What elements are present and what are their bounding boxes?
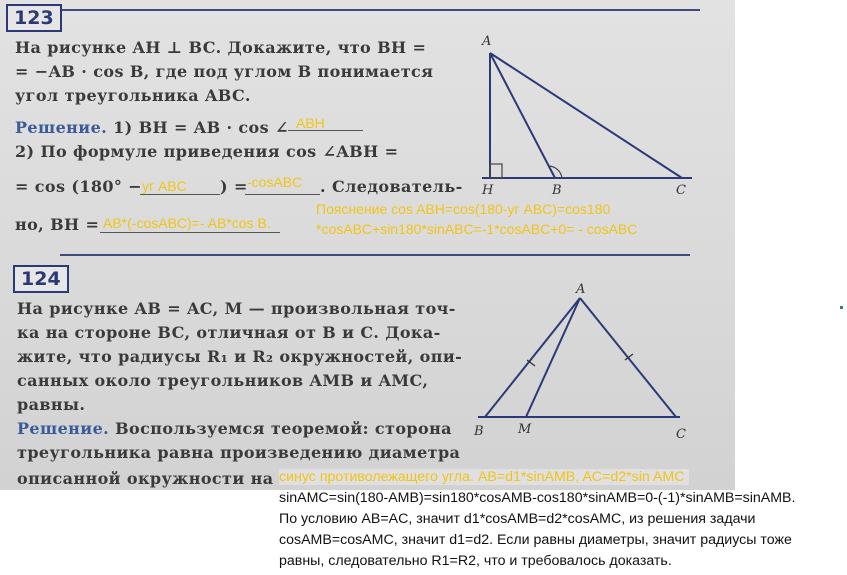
label-H: H	[482, 183, 494, 198]
p124-line8: описанной окружности на	[17, 469, 274, 488]
answer-line-2: sinAMC=sin(180-AMB)=sin180*cosAMB-cos180*sinAMB=0-(-1)*sinAMB=sinAMB.	[279, 490, 796, 506]
p123-fill-result: AB*(-cosABC)=- AB*cos B.	[103, 215, 271, 231]
answer-line-3: По условию AB=AC, значит d1*cosAMB=d2*cosAMC, из решения задачи	[279, 511, 756, 527]
problem-123-number: 123	[6, 4, 62, 32]
p123-line6c: . Следователь-	[320, 177, 463, 196]
p124-line4: санных около треугольников AMB и AMC,	[17, 371, 429, 390]
label-C: C	[676, 427, 686, 442]
p123-line6a: = cos (180° −	[15, 177, 143, 196]
mid-rule	[60, 254, 690, 256]
p123-line1: На рисунке AH ⊥ BC. Докажите, что BH =	[15, 38, 427, 57]
p123-line2: = −AB · cos B, где под углом B понимается	[15, 62, 434, 81]
top-rule	[60, 9, 700, 11]
p123-fill-cos: -cosABC	[247, 174, 303, 190]
p123-fill-angle: уг ABC	[142, 178, 187, 194]
p123-explain-2: *cosABC+sin180*sinABC=-1*cosABC+0= - cosABC	[316, 221, 638, 237]
p123-blank3	[245, 194, 320, 195]
answer-line-4: cosAMB=cosAMC, значит d1=d2. Если равны диаметры, значит радиусы тоже	[279, 532, 792, 548]
p124-line5: равны.	[17, 395, 86, 414]
p124-line2: ка на стороне BC, отличная от B и C. Дока-	[17, 323, 441, 342]
p123-fill-abh: ABH	[296, 115, 325, 131]
p123-solution-label: Решение.	[15, 118, 108, 137]
label-A: A	[482, 34, 492, 49]
triangle-figure-124	[468, 280, 698, 450]
problem-124-number: 124	[13, 265, 69, 293]
p124-line3: жите, что радиусы R₁ и R₂ окружностей, опи-	[17, 347, 463, 366]
label-B: B	[552, 183, 562, 198]
p124-line7: треугольника равна произведению диаметра	[17, 443, 461, 462]
p123-explain-1: Пояснение cos ABH=cos(180-уг ABC)=cos180	[316, 201, 611, 217]
p123-blank4	[100, 232, 280, 233]
p123-line3: угол треугольника ABC.	[15, 86, 251, 105]
p123-step1: 1) BH = AB · cos ∠	[113, 118, 289, 137]
p123-line7a: но, BH =	[15, 215, 100, 234]
p123-line6b: ) =	[220, 177, 248, 196]
p123-line5: 2) По формуле приведения cos ∠ABH =	[15, 142, 399, 161]
triangle-figure-123	[470, 30, 700, 200]
handwritten-answer	[279, 467, 847, 572]
label-A: A	[576, 282, 586, 297]
p124-line6: Воспользуемся теоремой: сторона	[115, 419, 452, 438]
label-C: C	[676, 183, 686, 198]
p123-solution-line	[15, 116, 289, 140]
label-M: M	[518, 422, 532, 437]
p124-solution-line	[17, 417, 452, 441]
answer-line-1: синус противолежащего угла. AB=d1*sinAMB, AC=d2*sin AMC	[279, 469, 689, 485]
p124-line1: На рисунке AB = AC, M — произвольная точ-	[17, 299, 456, 318]
p124-solution-label: Решение.	[17, 419, 110, 438]
label-B: B	[474, 424, 484, 439]
p123-blank2	[140, 194, 220, 195]
answer-line-5: равны, следовательно R1=R2, что и требовалось доказать.	[279, 553, 672, 569]
stray-dot	[840, 306, 843, 309]
